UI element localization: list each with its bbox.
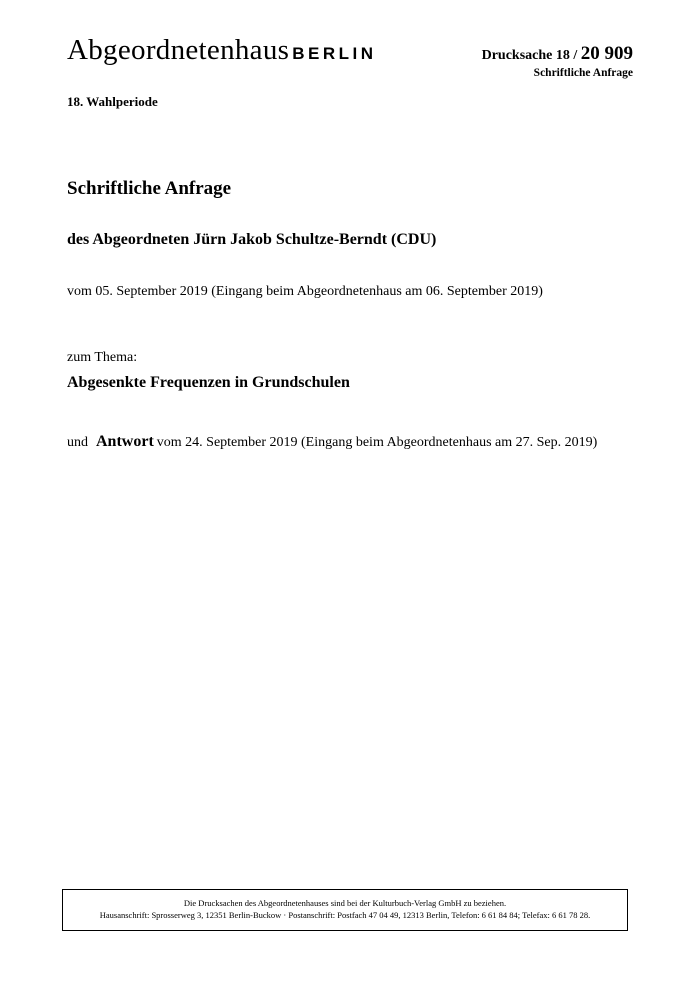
footer-line-address: Hausanschrift: Sprosserweg 3, 12351 Berlin-Buckow · Postanschrift: Postfach 47 04 49, 12313 Berlin, Telefon: 6 61 84 84; Telefax: 6 61 78 28.: [99, 910, 591, 920]
logo-wordmark: Abgeordnetenhaus: [67, 34, 290, 66]
author-line: des Abgeordneten Jürn Jakob Schultze-Berndt (CDU): [67, 231, 437, 248]
parliament-logo: [67, 36, 377, 65]
logo-city: BERLIN: [292, 44, 377, 63]
topic-label: zum Thema:: [67, 350, 138, 365]
footer-line-distribution: Die Drucksachen des Abgeordnetenhauses sind bei der Kulturbuch-Verlag GmbH zu beziehen.: [183, 898, 507, 908]
legislative-period: 18. Wahlperiode: [67, 94, 158, 109]
answer-keyword: Antwort: [96, 433, 154, 450]
topic-title: Abgesenkte Frequenzen in Grundschulen: [67, 374, 350, 391]
answer-line: [67, 433, 597, 451]
document-type: Schriftliche Anfrage: [533, 67, 633, 79]
document-number-value: 20 909: [580, 43, 633, 64]
page-title: Schriftliche Anfrage: [67, 178, 232, 199]
document-number-prefix: Drucksache 18 /: [481, 48, 578, 63]
footer-box: [62, 889, 628, 931]
answer-prefix: und: [67, 435, 88, 450]
document-number: [482, 43, 633, 65]
answer-date-text: vom 24. September 2019 (Eingang beim Abgeordnetenhaus am 27. Sep. 2019): [156, 435, 598, 450]
inquiry-date-line: vom 05. September 2019 (Eingang beim Abgeordnetenhaus am 06. September 2019): [67, 284, 543, 299]
